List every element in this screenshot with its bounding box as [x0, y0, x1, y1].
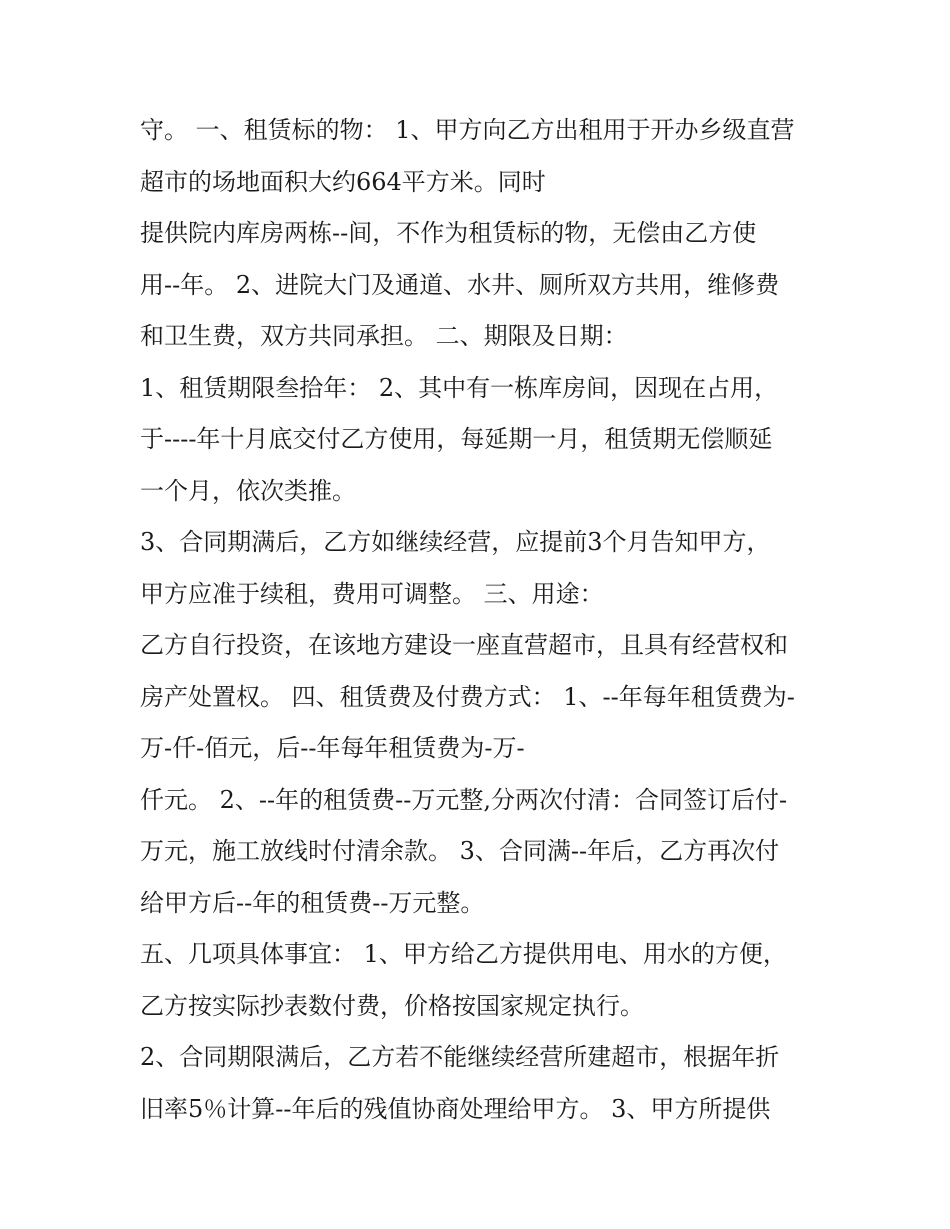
text-line: 仟元。 2、--年的租赁费--万元整,分两次付清：合同签订后付- [140, 785, 788, 814]
text-line: 乙方自行投资，在该地方建设一座直营超市，且具有经营权和 [140, 631, 788, 659]
text-line: 五、几项具体事宜： 1、甲方给乙方提供用电、用水的方便， [140, 940, 787, 968]
text-line: 2、合同期限满后，乙方若不能继续经营所建超市，根据年折 [140, 1043, 780, 1071]
text-line: 和卫生费，双方共同承担。 二、期限及日期： [140, 322, 628, 350]
text-line: 1、租赁期限叁拾年： 2、其中有一栋库房间，因现在占用， [140, 373, 779, 402]
text-line: 提供院内库房两栋--间，不作为租赁标的物，无偿由乙方使 [140, 219, 757, 247]
text-line: 房产处置权。 四、租赁费及付费方式： 1、--年每年租赁费为- [140, 682, 795, 711]
text-line: 于----年十月底交付乙方使用，每延期一月，租赁期无偿顺延 [140, 425, 773, 453]
text-line: 乙方按实际抄表数付费，价格按国家规定执行。 [140, 991, 644, 1020]
text-line: 超市的场地面积大约664平方米。同时 [140, 167, 546, 196]
text-line: 万-仟-佰元，后--年每年租赁费为-万- [140, 734, 525, 762]
text-line: 用--年。 2、进院大门及通道、水井、厕所双方共用，维修费 [140, 270, 780, 299]
text-line: 甲方应准于续租，费用可调整。 三、用途： [140, 579, 604, 608]
text-line: 给甲方后--年的租赁费--万元整。 [140, 888, 485, 917]
text-line: 3、合同期满后，乙方如继续经营，应提前3个月告知甲方， [140, 528, 771, 556]
text-line: 旧率5％计算--年后的残值协商处理给甲方。 3、甲方所提供 [140, 1094, 771, 1123]
text-line: 万元，施工放线时付清余款。 3、合同满--年后，乙方再次付 [140, 837, 780, 865]
text-line: 一个月，依次类推。 [140, 476, 356, 505]
contract-text [140, 108, 830, 1138]
text-line: 守。 一、租赁标的物： 1、甲方向乙方出租用于开办乡级直营 [140, 116, 795, 144]
